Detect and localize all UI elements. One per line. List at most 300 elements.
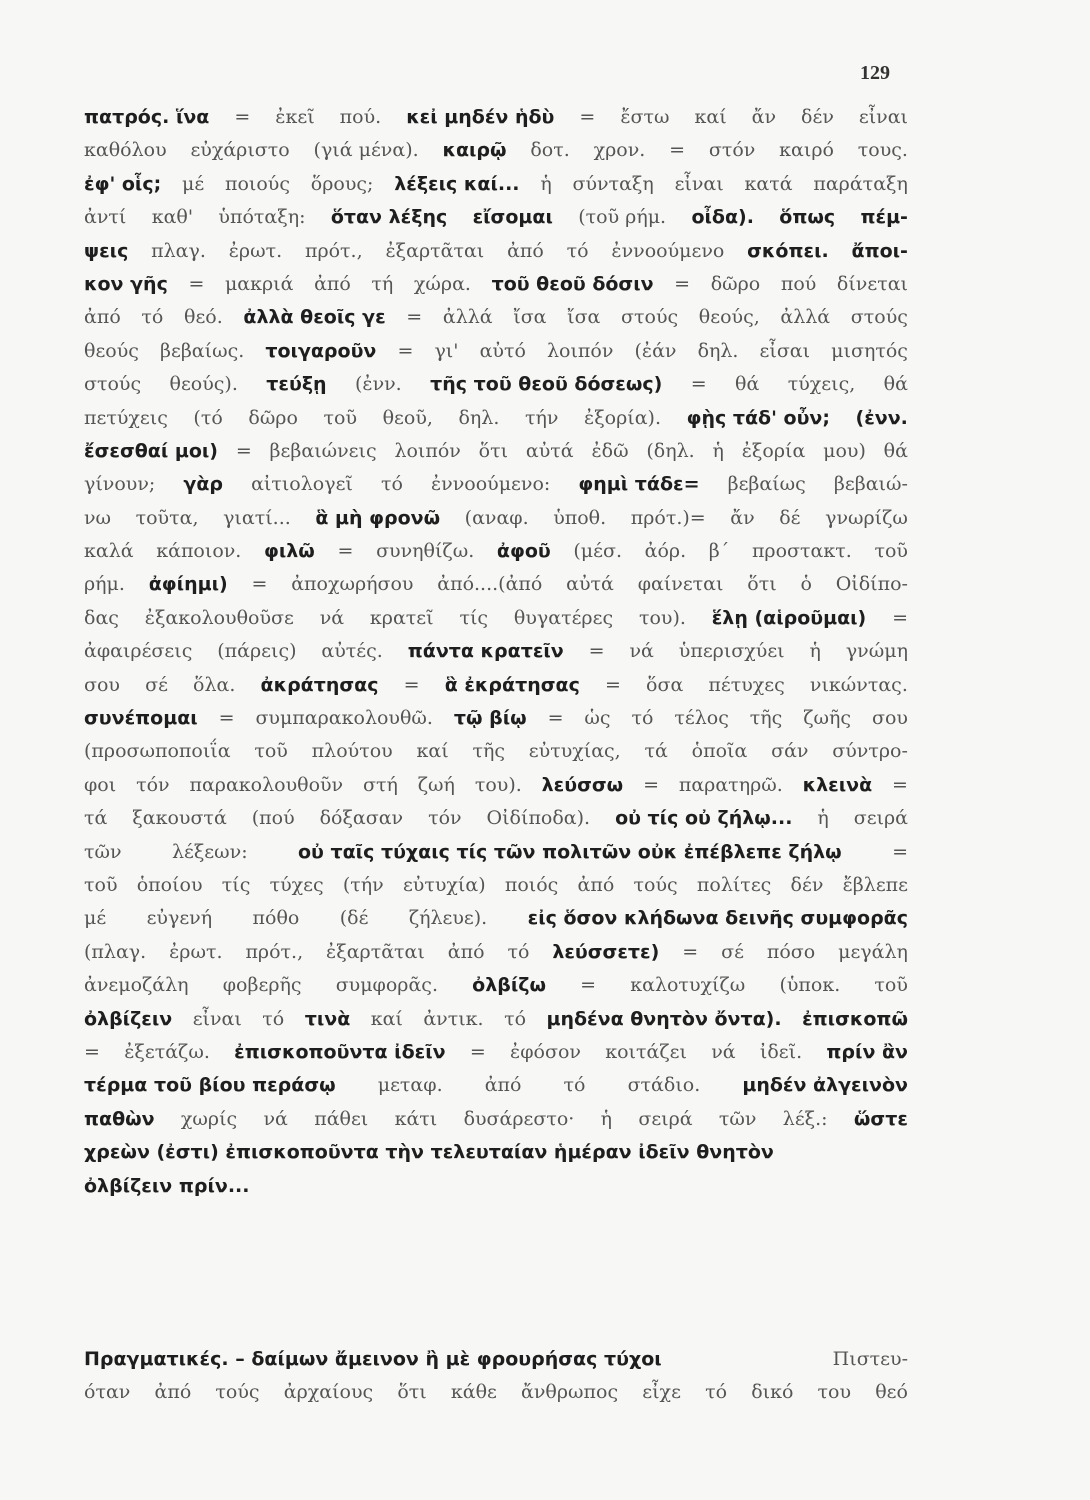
gloss-text: ἀπό....(ἀπό bbox=[437, 573, 543, 596]
gloss-text: καιρό bbox=[779, 139, 834, 162]
gloss-text: ἄν bbox=[751, 106, 777, 128]
gloss-text: ὅλα. bbox=[193, 673, 236, 696]
text-line bbox=[84, 1074, 908, 1107]
gloss-text: εὐτυχία) bbox=[402, 873, 486, 896]
gloss-text: αἰτιολογεῖ bbox=[251, 473, 353, 496]
gloss-text: παρακολουθοῦν bbox=[189, 773, 344, 796]
gloss-text: κάτι bbox=[394, 1107, 438, 1130]
gloss-text: (προσωποποιΐα bbox=[84, 740, 231, 763]
lemma-term: κεἰ μηδέν ἡδὺ bbox=[406, 106, 555, 128]
gloss-text: συμφορᾶς. bbox=[335, 974, 438, 997]
gloss-text: πρότ.)= bbox=[630, 506, 706, 529]
gloss-text: πλούτου bbox=[311, 740, 393, 763]
gloss-text: ἡ bbox=[600, 1107, 613, 1130]
gloss-text: καί bbox=[370, 1007, 403, 1030]
gloss-text: ὑπόταξη: bbox=[218, 206, 306, 229]
gloss-text: ἐξορία). bbox=[584, 406, 662, 429]
gloss-text: του). bbox=[474, 773, 522, 796]
gloss-text: του). bbox=[638, 606, 686, 629]
text-line bbox=[84, 807, 908, 840]
gloss-text: τῆς bbox=[749, 707, 783, 730]
gloss-text: δῶρο bbox=[710, 272, 761, 295]
gloss-text: (ἐνν. bbox=[354, 373, 402, 396]
lemma-term: πατρός. ἵνα bbox=[84, 106, 210, 128]
gloss-text: ὅτι bbox=[478, 439, 509, 462]
gloss-text: ἐξακολουθοῦσε bbox=[144, 606, 294, 629]
text-line bbox=[84, 707, 908, 740]
gloss-text: ἐννοούμενο: bbox=[430, 473, 551, 496]
text-line bbox=[84, 373, 908, 406]
gloss-text: δυσάρεστο· bbox=[463, 1107, 575, 1130]
lemma-term: εἴσομαι bbox=[472, 206, 553, 229]
lemma-term: τῷ βίῳ bbox=[453, 707, 527, 730]
gloss-text: πλαγ. bbox=[151, 239, 206, 262]
text-line bbox=[84, 473, 908, 506]
gloss-text: ἔβλεπε bbox=[842, 873, 908, 896]
gloss-text: = bbox=[604, 673, 621, 696]
gloss-text: (τήν bbox=[342, 873, 384, 896]
lemma-term: μηδένα θνητὸν ὄντα). bbox=[546, 1007, 782, 1030]
gloss-text: θεούς bbox=[84, 339, 139, 362]
text-line bbox=[84, 1141, 908, 1174]
gloss-text: σύνταξη bbox=[572, 172, 654, 195]
gloss-text: δέν bbox=[790, 873, 824, 896]
gloss-text: ἴσα bbox=[567, 306, 601, 329]
gloss-text: τούς bbox=[633, 873, 678, 896]
gloss-text: τό bbox=[504, 1007, 527, 1030]
lemma-term: κλεινὰ bbox=[802, 773, 873, 796]
gloss-text: ἡ bbox=[809, 640, 821, 663]
lemma-term: οἶδα). bbox=[691, 206, 754, 229]
gloss-text: εὐγενή bbox=[146, 907, 213, 930]
gloss-text: βεβαιώ- bbox=[833, 473, 908, 496]
gloss-text: (πάρεις) bbox=[217, 640, 297, 663]
gloss-text: δίνεται bbox=[836, 272, 908, 295]
gloss-text: ζωή bbox=[417, 773, 455, 796]
gloss-text: αὐτά bbox=[525, 439, 574, 462]
gloss-text: εἶναι bbox=[192, 1007, 242, 1030]
lemma-term: πέμ- bbox=[860, 206, 908, 229]
gloss-text: τό bbox=[262, 1007, 285, 1030]
text-line bbox=[84, 1175, 908, 1208]
gloss-text: ἐδῶ bbox=[591, 439, 629, 462]
gloss-text: τέλος bbox=[674, 707, 729, 730]
text-line bbox=[84, 507, 908, 540]
gloss-text: = bbox=[669, 139, 686, 162]
lemma-term: τέρμα τοῦ βίου περάσῳ bbox=[84, 1074, 336, 1097]
gloss-text: δηλ. bbox=[458, 406, 500, 429]
gloss-text: λέξεων: bbox=[171, 840, 248, 863]
gloss-text: = bbox=[547, 707, 564, 730]
lemma-term: ψεις bbox=[84, 239, 129, 262]
gloss-text: λοιπόν bbox=[394, 439, 461, 462]
gloss-text: βεβαιώνεις bbox=[269, 439, 377, 462]
gloss-text: γνώμη bbox=[845, 640, 908, 663]
gloss-text: εὐχάριστο bbox=[190, 139, 290, 162]
gloss-text: τύχες bbox=[269, 873, 324, 896]
gloss-text: σύντρο- bbox=[832, 740, 908, 763]
gloss-text: σάν bbox=[771, 740, 809, 763]
gloss-text: τύχεις, bbox=[787, 373, 856, 396]
gloss-text: ἀπό bbox=[577, 873, 615, 896]
gloss-text: κάποιον. bbox=[156, 540, 242, 563]
lemma-term: πάντα κρατεῖν bbox=[407, 640, 564, 663]
gloss-text: ἀπό bbox=[507, 239, 544, 262]
gloss-text: τόν bbox=[428, 807, 462, 830]
gloss-text: ὅσα bbox=[646, 673, 684, 696]
gloss-text: ἀνεμοζάλη bbox=[84, 974, 189, 997]
gloss-text: ἐξαρτᾶται bbox=[326, 940, 425, 963]
commentary-text bbox=[84, 106, 908, 1208]
lemma-term: φιλῶ bbox=[264, 540, 315, 563]
gloss-text: ἀντί bbox=[84, 206, 127, 229]
gloss-text: τήν bbox=[524, 406, 559, 429]
gloss-text: στούς bbox=[621, 306, 679, 329]
lemma-term: ἄποι- bbox=[851, 239, 908, 262]
gloss-text: τά bbox=[84, 807, 108, 830]
gloss-text: ἀπό bbox=[484, 1074, 522, 1097]
gloss-text: νω bbox=[84, 506, 112, 529]
gloss-text: ἐφόσον bbox=[510, 1040, 581, 1063]
gloss-text: ἀπό bbox=[447, 940, 485, 963]
gloss-text: = bbox=[84, 1040, 100, 1063]
gloss-text: β΄ bbox=[708, 540, 730, 563]
gloss-text: δηλ. bbox=[697, 339, 739, 362]
lemma-term: ἕλῃ (αἱροῦμαι) bbox=[711, 606, 867, 629]
gloss-text: θά bbox=[883, 439, 908, 462]
gloss-text: στάδιο. bbox=[627, 1074, 701, 1097]
gloss-text: τό bbox=[380, 473, 403, 496]
gloss-text: κάθε bbox=[450, 1381, 497, 1404]
lemma-term: ἀφίημι) bbox=[148, 573, 228, 596]
gloss-text: τῶν bbox=[84, 840, 122, 863]
gloss-text: τό bbox=[141, 306, 164, 329]
lemma-term: ἐπισκοποῦντα ἰδεῖν bbox=[234, 1040, 446, 1063]
gloss-text: πρότ., bbox=[304, 239, 363, 262]
text-line bbox=[84, 540, 908, 573]
gloss-text: ὅτι bbox=[397, 1381, 427, 1404]
gloss-text: τοῦ bbox=[84, 873, 118, 896]
lemma-term: τεύξῃ bbox=[266, 373, 327, 396]
gloss-text: ζήλευε). bbox=[408, 907, 488, 930]
lemma-term: ἀκράτησας bbox=[260, 673, 379, 696]
gloss-text: τίς bbox=[221, 873, 251, 896]
gloss-text: ἡ bbox=[540, 172, 552, 195]
text-line bbox=[84, 139, 908, 172]
gloss-text: γι' bbox=[434, 339, 459, 362]
text-line bbox=[84, 340, 908, 373]
gloss-text: θεοῦ, bbox=[382, 406, 433, 429]
gloss-text: νά bbox=[711, 1040, 736, 1063]
gloss-text: = bbox=[690, 373, 707, 396]
gloss-text: δέν bbox=[801, 106, 834, 128]
text-line bbox=[84, 1108, 908, 1141]
lemma-term: ἀλλὰ θεοῖς γε bbox=[243, 306, 386, 329]
gloss-text: αὐτά bbox=[566, 573, 614, 596]
text-line bbox=[84, 407, 908, 440]
gloss-text: θεό bbox=[875, 1381, 908, 1404]
gloss-text: κοιτάζει bbox=[605, 1040, 687, 1063]
section-realia bbox=[84, 1348, 908, 1415]
gloss-text: θεούς, bbox=[698, 306, 760, 329]
gloss-text: φοι bbox=[84, 773, 117, 796]
gloss-text: σου bbox=[871, 707, 908, 730]
gloss-text: στή bbox=[363, 773, 398, 796]
gloss-text: δικό bbox=[751, 1381, 794, 1404]
lemma-term: γὰρ bbox=[183, 473, 223, 496]
gloss-text: = bbox=[580, 974, 597, 997]
gloss-text: τοῦτα, bbox=[135, 506, 199, 529]
gloss-text: εἶσαι bbox=[759, 339, 811, 362]
gloss-text: νά bbox=[629, 640, 654, 663]
text-line bbox=[84, 1381, 908, 1414]
lemma-term: συνέπομαι bbox=[84, 707, 198, 730]
gloss-text: = bbox=[892, 606, 908, 629]
gloss-text: ἄνθρωπος bbox=[521, 1381, 619, 1404]
lemma-term: Πραγματικές. – δαίμων ἄμεινον ἢ μὲ φρουρήσας τύχοι bbox=[84, 1348, 662, 1370]
gloss-text: ἔστω bbox=[620, 106, 670, 128]
lemma-term: λέξεις καί... bbox=[394, 172, 520, 195]
gloss-text: πόθο bbox=[252, 907, 300, 930]
lemma-term: τινὰ bbox=[304, 1007, 351, 1030]
lemma-term: ὀλβίζειν bbox=[84, 1007, 173, 1030]
gloss-text: ἡ bbox=[817, 807, 829, 830]
gloss-text: ρήμ. bbox=[84, 573, 125, 596]
text-line bbox=[84, 640, 908, 673]
text-line bbox=[84, 841, 908, 874]
gloss-text: τό bbox=[631, 707, 654, 730]
gloss-text: τόν bbox=[136, 773, 170, 796]
gloss-text: μέ bbox=[84, 907, 107, 930]
gloss-text: καθόλου bbox=[84, 139, 167, 162]
gloss-text: ἡ bbox=[712, 439, 724, 462]
gloss-text: ὅρους; bbox=[310, 172, 374, 195]
gloss-text: = bbox=[469, 1040, 486, 1063]
gloss-text: προστακτ. bbox=[751, 540, 852, 563]
gloss-text: πού. bbox=[339, 106, 382, 128]
gloss-text: ἀλλά bbox=[442, 306, 493, 329]
gloss-text: ποιούς bbox=[224, 172, 290, 195]
gloss-text: λοιπόν bbox=[546, 339, 614, 362]
gloss-text: ἐννοούμενο bbox=[611, 239, 725, 262]
gloss-text: παρατηρῶ. bbox=[678, 773, 783, 796]
lemma-term: λεύσσω bbox=[541, 773, 624, 796]
gloss-text: (πού bbox=[251, 807, 295, 830]
gloss-text: ὅτι bbox=[747, 573, 777, 596]
gloss-text: (πλαγ. bbox=[84, 940, 147, 963]
text-line bbox=[84, 306, 908, 339]
lemma-term: σκόπει. bbox=[747, 239, 829, 262]
lemma-term: καιρῷ bbox=[442, 139, 507, 162]
gloss-text: ἐκεῖ bbox=[275, 106, 315, 128]
gloss-text: ποιός bbox=[504, 873, 559, 896]
lemma-term: λεύσσετε) bbox=[552, 940, 660, 963]
gloss-text: τούς bbox=[215, 1381, 260, 1404]
gloss-text: καί bbox=[416, 740, 449, 763]
gloss-text: = bbox=[188, 272, 205, 295]
text-line bbox=[84, 440, 908, 473]
gloss-text: (ἐάν bbox=[634, 339, 677, 362]
gloss-text: αὐτές. bbox=[321, 640, 383, 663]
gloss-text: συνηθίζω. bbox=[376, 540, 475, 563]
gloss-text: ἀντικ. bbox=[423, 1007, 484, 1030]
gloss-text: (τό bbox=[193, 406, 223, 429]
gloss-text: (ὑποκ. bbox=[779, 974, 841, 997]
gloss-text: = bbox=[682, 940, 699, 963]
gloss-text: γίνουν; bbox=[84, 473, 156, 496]
gloss-text: σειρά bbox=[853, 807, 908, 830]
text-line bbox=[84, 240, 908, 273]
gloss-text: = bbox=[406, 306, 423, 329]
text-line bbox=[84, 941, 908, 974]
gloss-text: γνωρίζω bbox=[825, 506, 908, 529]
gloss-text: ἀπό bbox=[84, 306, 121, 329]
gloss-text: θυγατέρες bbox=[513, 606, 614, 629]
gloss-text: μισητός bbox=[831, 339, 908, 362]
text-line bbox=[84, 206, 908, 239]
gloss-text: νά bbox=[319, 606, 345, 629]
gloss-text: συμπαρακολουθῶ. bbox=[255, 707, 433, 730]
lemma-term: πρίν ἂν bbox=[826, 1040, 908, 1063]
gloss-text: πρότ., bbox=[245, 940, 304, 963]
gloss-text: τό bbox=[566, 239, 589, 262]
text-line bbox=[84, 1348, 908, 1381]
gloss-text: νικώντας. bbox=[809, 673, 908, 696]
gloss-text: (αναφ. bbox=[464, 506, 529, 529]
gloss-text: καθ' bbox=[151, 206, 194, 229]
lemma-term: τοιγαροῦν bbox=[265, 339, 377, 362]
lemma-term: ἃ ἐκράτησας bbox=[444, 673, 580, 696]
gloss-text: τοῦ bbox=[874, 974, 908, 997]
gloss-text: χρον. bbox=[593, 139, 646, 162]
gloss-text: φοβερῆς bbox=[222, 974, 302, 997]
text-line bbox=[84, 740, 908, 773]
gloss-text: ἐρωτ. bbox=[228, 239, 283, 262]
gloss-text: τῶν bbox=[718, 1107, 757, 1130]
text-line bbox=[84, 573, 908, 606]
gloss-text: θά bbox=[735, 373, 760, 396]
gloss-text: ἐξετάζω. bbox=[124, 1040, 210, 1063]
lemma-term: τοῦ θεοῦ δόσιν bbox=[491, 272, 654, 295]
gloss-text: = bbox=[892, 773, 908, 796]
gloss-text: καί bbox=[694, 106, 727, 128]
gloss-text: = bbox=[674, 272, 691, 295]
gloss-text: (γιά μένα). bbox=[313, 139, 419, 162]
gloss-text: βεβαίως. bbox=[160, 339, 245, 362]
gloss-text: τους. bbox=[857, 139, 908, 162]
gloss-text: ἐξαρτᾶται bbox=[385, 239, 485, 262]
text-line bbox=[84, 774, 908, 807]
gloss-text: ζωῆς bbox=[803, 707, 852, 730]
lemma-term: παθὼν bbox=[84, 1107, 155, 1130]
gloss-text: μου) bbox=[823, 439, 866, 462]
gloss-text: πού bbox=[780, 272, 817, 295]
lemma-term: εἰς ὅσον κλήδωνα δεινῆς συμφορᾶς bbox=[527, 907, 908, 930]
gloss-text: θά bbox=[883, 373, 908, 396]
gloss-text: = bbox=[235, 439, 252, 462]
lemma-term: ὀλβίζειν πρίν... bbox=[84, 1174, 250, 1197]
gloss-text: τό bbox=[507, 940, 530, 963]
gloss-text: ἀρχαίους bbox=[283, 1381, 374, 1404]
gloss-text: ἐρωτ. bbox=[169, 940, 223, 963]
gloss-text: ἀόρ. bbox=[644, 540, 687, 563]
text-line bbox=[84, 106, 908, 139]
gloss-text: εἶναι bbox=[674, 172, 724, 195]
gloss-text: τή bbox=[371, 272, 394, 295]
gloss-text: μακριά bbox=[224, 272, 294, 295]
gloss-text: θεό. bbox=[184, 306, 223, 329]
gloss-text: ὡς bbox=[584, 707, 611, 730]
gloss-text: = bbox=[403, 673, 420, 696]
gloss-text: = bbox=[892, 840, 908, 863]
gloss-text: πόσο bbox=[766, 940, 816, 963]
lemma-term: ὅπως bbox=[779, 206, 836, 229]
gloss-text: (δηλ. bbox=[646, 439, 695, 462]
text-line bbox=[84, 674, 908, 707]
gloss-text: παράταξη bbox=[813, 172, 908, 195]
gloss-text: τίς bbox=[459, 606, 489, 629]
gloss-text: τοῦ bbox=[254, 740, 288, 763]
gloss-text: (δέ bbox=[339, 907, 369, 930]
gloss-text: μεταφ. bbox=[377, 1074, 443, 1097]
gloss-text: = bbox=[643, 773, 659, 796]
gloss-text: = bbox=[251, 573, 268, 596]
text-line bbox=[84, 874, 908, 907]
gloss-text: ἐξορία bbox=[741, 439, 806, 462]
gloss-text: σου bbox=[84, 673, 120, 696]
gloss-text: ὁ bbox=[800, 573, 812, 596]
gloss-text: θεούς). bbox=[169, 373, 238, 396]
gloss-text: πετύχεις bbox=[84, 406, 168, 429]
gloss-text: δοτ. bbox=[530, 139, 570, 162]
gloss-text: ἀφαιρέσεις bbox=[84, 640, 193, 663]
lemma-term: ἐπισκοπῶ bbox=[802, 1007, 908, 1030]
lemma-term: ἔσεσθαί μοι) bbox=[84, 439, 218, 462]
gloss-text: τοῦ bbox=[323, 406, 358, 429]
gloss-text: τῆς bbox=[472, 740, 505, 763]
gloss-text: καλοτυχίζω bbox=[630, 974, 746, 997]
text-line bbox=[84, 974, 908, 1007]
gloss-text: του bbox=[817, 1381, 852, 1404]
gloss-text: καλά bbox=[84, 540, 134, 563]
lemma-term: οὐ τίς οὐ ζήλῳ... bbox=[615, 807, 793, 830]
gloss-text: ὑποθ. bbox=[553, 506, 607, 529]
gloss-text: ὁποίου bbox=[136, 873, 203, 896]
lemma-term: τῆς τοῦ θεοῦ δόσεως) bbox=[430, 373, 663, 396]
gloss-text: δόξασαν bbox=[319, 807, 404, 830]
gloss-text: σέ bbox=[721, 940, 744, 963]
gloss-text: μεγάλη bbox=[838, 940, 908, 963]
gloss-text: στούς bbox=[84, 373, 142, 396]
gloss-text: ἀποχωρήσου bbox=[291, 573, 414, 596]
gloss-text: στόν bbox=[708, 139, 756, 162]
gloss-text: φαίνεται bbox=[637, 573, 724, 596]
gloss-text: Οἰδίπο- bbox=[835, 573, 908, 596]
gloss-text: δέ bbox=[779, 506, 801, 529]
gloss-text: ὁποῖα bbox=[691, 740, 748, 763]
text-line bbox=[84, 173, 908, 206]
gloss-text: μέ bbox=[181, 172, 205, 195]
gloss-text: = bbox=[397, 339, 414, 362]
gloss-text: = bbox=[218, 707, 235, 730]
gloss-text: = bbox=[579, 106, 596, 128]
gloss-text: αὐτό bbox=[479, 339, 526, 362]
gloss-text: = bbox=[337, 540, 354, 563]
gloss-text: ἀλλά bbox=[780, 306, 831, 329]
lemma-term: ἐφ' οἷς; bbox=[84, 172, 162, 195]
gloss-text: σειρά bbox=[638, 1107, 693, 1130]
text-line bbox=[84, 907, 908, 940]
